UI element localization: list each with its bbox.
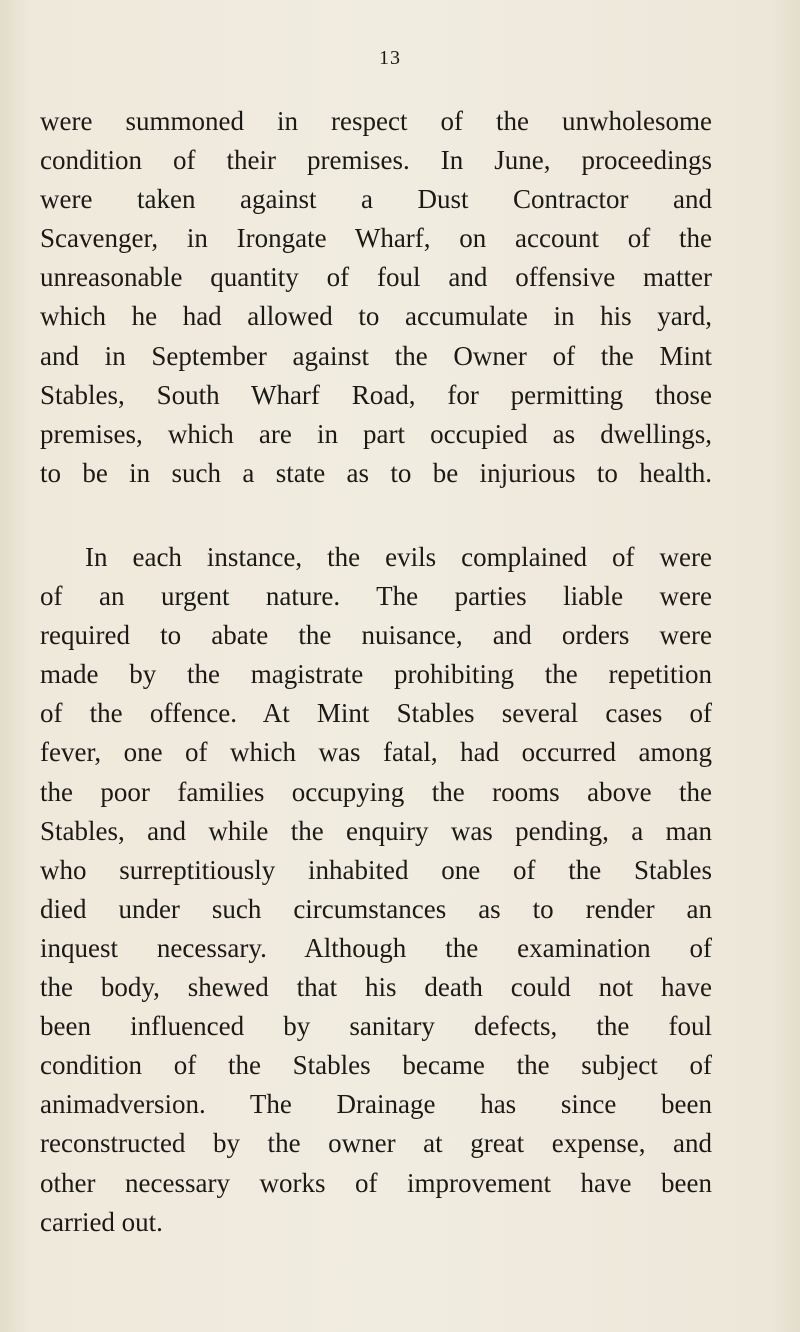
page-number: 13 bbox=[379, 47, 401, 69]
text-line: died under such circumstances as to render an bbox=[40, 893, 712, 924]
text-line: to be in such a state as to be injurious to health. bbox=[40, 457, 712, 488]
text-line: Stables, and while the enquiry was pending, a man bbox=[40, 815, 712, 846]
text-line: Scavenger, in Irongate Wharf, on account of the bbox=[40, 223, 712, 254]
text-line: who surreptitiously inhabited one of the Stables bbox=[40, 854, 712, 885]
text-line: of the offence. At Mint Stables several cases of bbox=[40, 698, 712, 729]
text-line: In each instance, the evils complained of were bbox=[85, 542, 712, 572]
text-line: unreasonable quantity of foul and offensive matter bbox=[40, 262, 712, 293]
text-line: were taken against a Dust Contractor and bbox=[40, 184, 712, 215]
paragraph-2 bbox=[40, 538, 712, 1242]
text-line: fever, one of which was fatal, had occurred among bbox=[40, 737, 712, 768]
text-line: reconstructed by the owner at great expense, and bbox=[40, 1128, 712, 1159]
text-line: and in September against the Owner of the Mint bbox=[40, 340, 712, 371]
text-line: Stables, South Wharf Road, for permitting those bbox=[40, 379, 712, 410]
text-line: other necessary works of improvement have been bbox=[40, 1167, 712, 1198]
text-line: the body, shewed that his death could not have bbox=[40, 972, 712, 1003]
text-line: of an urgent nature. The parties liable were bbox=[40, 581, 712, 612]
paragraph-1 bbox=[40, 102, 712, 493]
text-line: animadversion. The Drainage has since been bbox=[40, 1089, 712, 1120]
text-line: required to abate the nuisance, and orders were bbox=[40, 620, 712, 651]
text-line: the poor families occupying the rooms above the bbox=[40, 776, 712, 807]
text-line: condition of their premises. In June, proceedings bbox=[40, 145, 712, 176]
text-line: carried out. bbox=[40, 1206, 163, 1237]
text-line: inquest necessary. Although the examination of bbox=[40, 932, 712, 963]
text-line: been influenced by sanitary defects, the foul bbox=[40, 1011, 712, 1042]
text-line: which he had allowed to accumulate in his yard, bbox=[40, 301, 712, 332]
text-line: made by the magistrate prohibiting the repetition bbox=[40, 659, 712, 690]
text-line: condition of the Stables became the subject of bbox=[40, 1050, 712, 1081]
text-line: premises, which are in part occupied as dwellings, bbox=[40, 418, 712, 449]
text-line: were summoned in respect of the unwholesome bbox=[40, 106, 712, 136]
